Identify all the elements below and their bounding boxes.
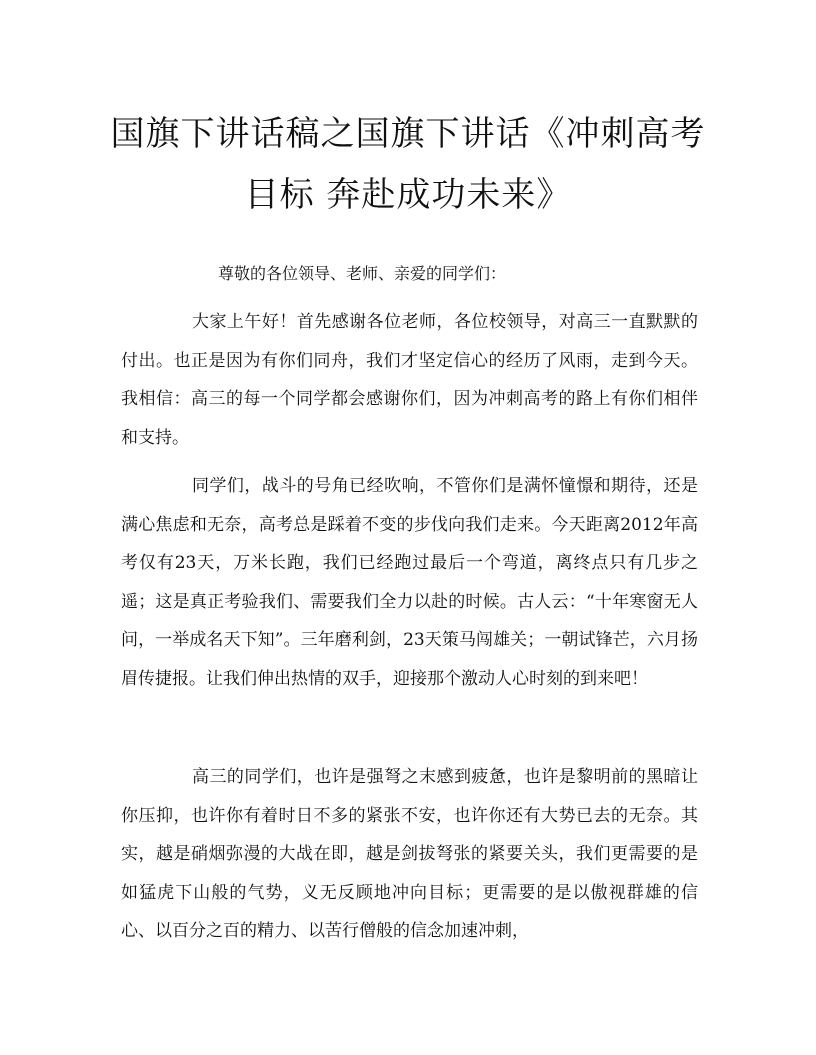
document-title: 国旗下讲话稿之国旗下讲话《冲刺高考目标 奔赴成功未来》 (110, 114, 706, 215)
paragraph-3: 高三的同学们，也许是强弩之末感到疲惫，也许是黎明前的黑暗让你压抑，也许你有着时日不多的紧张不安，也许你还有大势已去的无奈。其实，越是硝烟弥漫的大战在即，越是剑拔弩张的紧要关头，我们更需要的是如猛虎下山般的气势，义无反顾地冲向目标；更需要的是以傲视群雄的信心、以百分之百的精力、以苦行僧般的信念加速冲刺， (121, 767, 698, 941)
paragraph-2: 同学们，战斗的号角已经吹响，不管你们是满怀憧憬和期待，还是满心焦虑和无奈，高考总是踩着不变的步伐向我们走来。今天距离2012年高考仅有23天，万米长跑，我们已经跑过最后一个弯道，离终点只有几步之遥；这是真正考验我们、需要我们全力以赴的时候。古人云：“十年寒窗无人问，一举成名天下知”。三年磨利剑，23天策马闯雄关；一朝试锋芒，六月扬眉传捷报。让我们伸出热情的双手，迎接那个激动人心时刻的到来吧！ (121, 476, 698, 689)
salutation: 尊敬的各位领导、老师、亲爱的同学们： (218, 264, 507, 283)
paragraph-1: 大家上午好！首先感谢各位老师，各位校领导，对高三一直默默的付出。也正是因为有你们同舟，我们才坚定信心的经历了风雨，走到今天。我相信：高三的每一个同学都会感谢你们，因为冲刺高考的路上有你们相伴和支持。 (121, 312, 698, 448)
